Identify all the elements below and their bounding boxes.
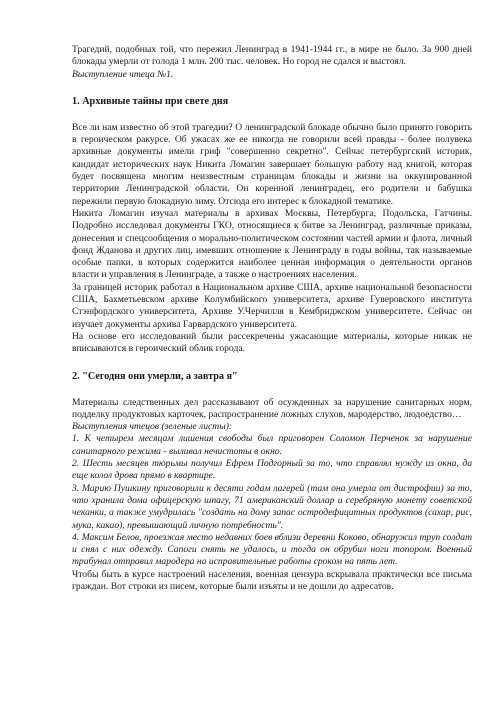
section-2-closing: Чтобы быть в курсе настроений населения, военная цензура вскрывала практически все письма граждан. Вот строки из писем, которые были изъяты и не дошли до адресатов. [72, 568, 472, 592]
section-2-intro: Материалы следственных дел рассказывают об осужденных за нарушение санитарных норм, подделку продуктовых карточек, распространение ложных слухов, мародерство, людоедство… [72, 396, 472, 420]
reader-item: 4. Максим Белов, проезжая место недавних боев вблизи деревни Коково, обнаружил труп солдат и снял с них одежду. Сапоги снять не удалось, и тогда он обрубил ноги топором. Военный трибунал отправил мародера на исправительные работы сроком на пять лет. [72, 531, 472, 568]
section-1-paragraph: За границей историк работал в Национальном архиве США, архиве национальной безопасности США, Бахметьевском архиве Колумбийского университета, архиве Гуверовского института Стэнфордского университета, Архиве У.Черчилля в Кембриджском университете. Сейчас он изучает документы архива Гарвардского университета. [72, 281, 472, 330]
readers-title: Выступления чтецов (зеленые листы): [72, 421, 233, 433]
section-1-paragraph: На основе его исследований были рассекречены ужасающие материалы, которые никак не вписываются в героический облик города. [72, 330, 472, 355]
reader-note: Выступление чтеца №1. [72, 68, 174, 80]
section-1-paragraph: Никита Ломагин изучал материалы в архивах Москвы, Петербурга, Подольска, Гатчины. Подробно исследовал документы ГКО, относящиеся к битве за Ленинград, различные приказы, донесения и спецсообщения о морально-политическом состоянии частей армии и флота, личный фонд Жданова и других лиц, имевших отношение к Ленинграду в годы войны, так называемые особые папки, в которых содержится наиболее ценная информация о деятельности органов власти и управления в Ленинграде, а также о настроениях населения. [72, 207, 472, 281]
reader-item: 1. К четырем месяцам лишения свободы был приговорен Соломон Перченок за нарушение санитарного режима - выливал нечистоты в окно. [72, 433, 472, 457]
section-1-heading: 1. Архивные тайны при свете дня [72, 95, 229, 107]
reader-item: 2. Шесть месяцев тюрьмы получил Ефрем Подгорный за то, что справлял нужду из окна, да еще колол дрова прямо в квартире. [72, 458, 472, 482]
section-2-heading: 2. "Сегодня они умерли, а завтра я" [72, 370, 238, 382]
intro-paragraph: Трагедий, подобных той, что пережил Ленинград в 1941-1944 гг., в мире не было. За 900 дней блокады умерли от голода 1 млн. 200 тыс. человек. Но город не сдался и выстоял. [72, 44, 472, 68]
section-1-paragraph: Все ли нам известно об этой трагедии? О ленинградской блокаде обычно было принято говорить в героическом ракурсе. Об ужасах же ее никогда не говорили всей правды - более полувека архивные документы имели гриф "совершенно секретно". Сейчас петербургский историк, кандидат исторических наук Никита Ломагин завершает большую работу над книгой, которая будет посвящена многим неизвестным страницам блокады и жизни на оккупированной территории Ленинградской области. Он коренной ленинградец, его родители и бабушка пережили первую блокадную зиму. Отсюда его интерес к блокадной тематике. [72, 121, 472, 207]
reader-item: 3. Марию Пушкину приговорили к десяти годам лагерей (там она умерла от дистрофии) за то, что хранила дома офицерскую шпагу, 71 американский доллар и серебряную монету советской чеканки, а также умудрилась "создать на дому запас остродефицитных продуктов (сахар, рис, мука, какао), превышающий личную потребность". [72, 482, 472, 531]
